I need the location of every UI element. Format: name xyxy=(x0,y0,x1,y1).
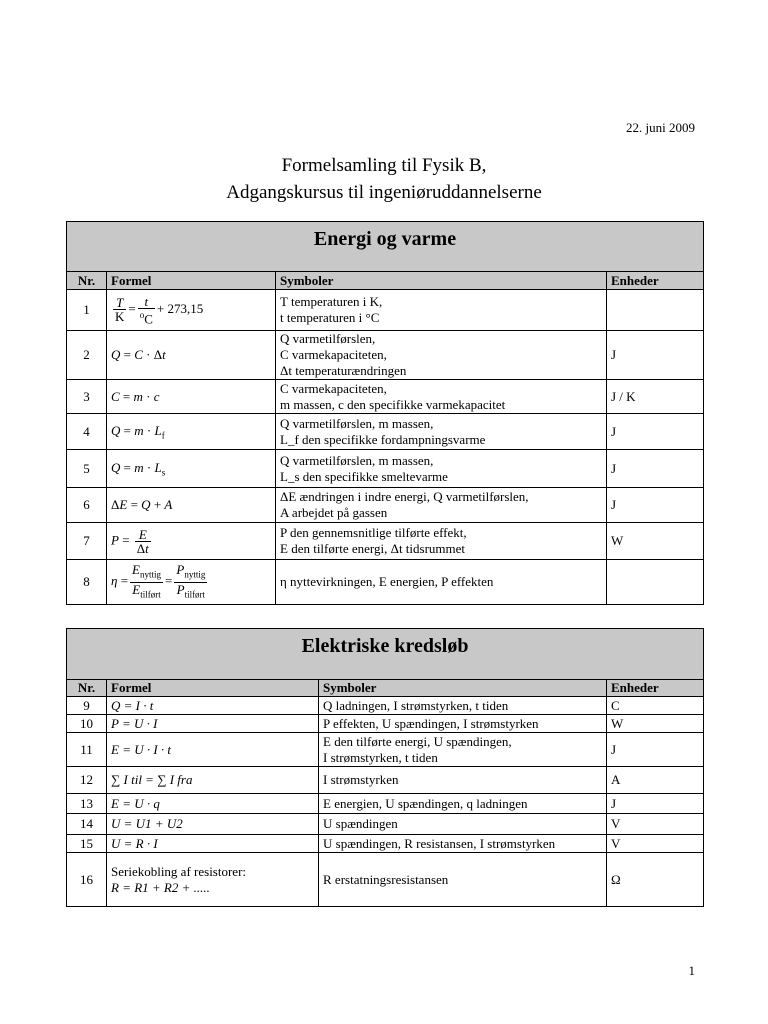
col-enheder: Enheder xyxy=(607,680,704,697)
formula: Q = C · Δt xyxy=(107,331,276,380)
formula: ΔE = Q + A xyxy=(107,488,276,523)
energy-heading: Energi og varme xyxy=(67,222,704,272)
unit: J xyxy=(607,331,704,380)
unit: W xyxy=(607,715,704,733)
symbols: T temperaturen i K, t temperaturen i °C xyxy=(276,290,607,331)
unit: J xyxy=(607,414,704,450)
formula: $\frac{T}{K}$ = $\frac{t}{^oC}$ + 273,15 xyxy=(107,290,276,331)
table-row xyxy=(67,794,704,814)
electric-heading: Elektriske kredsløb xyxy=(67,629,704,680)
formula: ∑ I til = ∑ I fra xyxy=(107,767,319,794)
symbols: P den gennemsnitlige tilførte effekt, E den tilførte energi, Δt tidsrummet xyxy=(276,523,607,560)
symbols: P effekten, U spændingen, I strømstyrken xyxy=(319,715,607,733)
formula: $Q = m \cdot L_s$ xyxy=(107,450,276,488)
unit xyxy=(607,290,704,331)
table-row xyxy=(67,560,704,605)
energy-table xyxy=(66,221,704,605)
table-row xyxy=(67,331,704,380)
table-row xyxy=(67,697,704,715)
table-row xyxy=(67,853,704,907)
electric-table xyxy=(66,628,704,907)
symbols: ΔE ændringen i indre energi, Q varmetilførslen, A arbejdet på gassen xyxy=(276,488,607,523)
page-number: 1 xyxy=(688,963,695,978)
row-nr: 14 xyxy=(67,814,107,835)
row-nr: 2 xyxy=(67,331,107,380)
unit: W xyxy=(607,523,704,560)
document-title xyxy=(0,152,768,206)
symbols: R erstatningsresistansen xyxy=(319,853,607,907)
title-line-2: Adgangskursus til ingeniøruddannelserne xyxy=(226,182,542,203)
table-row xyxy=(67,488,704,523)
col-symboler: Symboler xyxy=(276,272,607,290)
table-row xyxy=(67,715,704,733)
row-nr: 13 xyxy=(67,794,107,814)
table-row xyxy=(67,733,704,767)
row-nr: 15 xyxy=(67,835,107,853)
formula: U = R · I xyxy=(107,835,319,853)
formula: $Q = m \cdot L_f$ xyxy=(107,414,276,450)
formula: U = U1 + U2 xyxy=(107,814,319,835)
col-nr: Nr. xyxy=(67,680,107,697)
table-row xyxy=(67,380,704,414)
row-nr: 7 xyxy=(67,523,107,560)
unit: C xyxy=(607,697,704,715)
document-date: 22. juni 2009 xyxy=(626,120,695,135)
unit: V xyxy=(607,835,704,853)
table-row xyxy=(67,835,704,853)
row-nr: 1 xyxy=(67,290,107,331)
symbols: U spændingen, R resistansen, I strømstyrken xyxy=(319,835,607,853)
formula: η = $\frac{E_{nyttig}}{E_{tilført}}$ = $\frac{P_{nyttig}}{P_{tilført}}$ xyxy=(107,560,276,605)
unit xyxy=(607,560,704,605)
formula: E = U · I · t xyxy=(107,733,319,767)
row-nr: 16 xyxy=(67,853,107,907)
symbols: Q varmetilførslen, C varmekapaciteten, Δt temperaturændringen xyxy=(276,331,607,380)
symbols: η nyttevirkningen, E energien, P effekten xyxy=(276,560,607,605)
col-formel: Formel xyxy=(107,680,319,697)
row-nr: 9 xyxy=(67,697,107,715)
table-row xyxy=(67,523,704,560)
table-row xyxy=(67,767,704,794)
symbols: Q varmetilførslen, m massen, L_s den specifikke smeltevarme xyxy=(276,450,607,488)
unit: A xyxy=(607,767,704,794)
symbols: I strømstyrken xyxy=(319,767,607,794)
formula: C = m · c xyxy=(107,380,276,414)
row-nr: 11 xyxy=(67,733,107,767)
row-nr: 3 xyxy=(67,380,107,414)
formula: E = U · q xyxy=(107,794,319,814)
formula-label: Seriekobling af resistorer: xyxy=(111,863,247,879)
unit: J xyxy=(607,450,704,488)
row-nr: 10 xyxy=(67,715,107,733)
row-nr: 8 xyxy=(67,560,107,605)
row-nr: 6 xyxy=(67,488,107,523)
table-row xyxy=(67,290,704,331)
col-nr: Nr. xyxy=(67,272,107,290)
formula xyxy=(107,853,319,907)
formula: Q = I · t xyxy=(107,697,319,715)
unit: J xyxy=(607,488,704,523)
unit: J xyxy=(607,733,704,767)
unit: V xyxy=(607,814,704,835)
title-line-1: Formelsamling til Fysik B, xyxy=(281,155,487,176)
table-row xyxy=(67,450,704,488)
table-row xyxy=(67,814,704,835)
col-formel: Formel xyxy=(107,272,276,290)
formula: P = $\frac{E}{\Delta t}$ xyxy=(107,523,276,560)
symbols: C varmekapaciteten, m massen, c den specifikke varmekapacitet xyxy=(276,380,607,414)
symbols: U spændingen xyxy=(319,814,607,835)
symbols: Q varmetilførslen, m massen, L_f den specifikke fordampningsvarme xyxy=(276,414,607,450)
symbols: E energien, U spændingen, q ladningen xyxy=(319,794,607,814)
symbols: Q ladningen, I strømstyrken, t tiden xyxy=(319,697,607,715)
formula-text: R = R1 + R2 + ..... xyxy=(111,879,210,895)
col-symboler: Symboler xyxy=(319,680,607,697)
unit: J / K xyxy=(607,380,704,414)
unit: Ω xyxy=(607,853,704,907)
table-row xyxy=(67,414,704,450)
unit: J xyxy=(607,794,704,814)
row-nr: 4 xyxy=(67,414,107,450)
col-enheder: Enheder xyxy=(607,272,704,290)
row-nr: 5 xyxy=(67,450,107,488)
symbols: E den tilførte energi, U spændingen, I strømstyrken, t tiden xyxy=(319,733,607,767)
row-nr: 12 xyxy=(67,767,107,794)
formula: P = U · I xyxy=(107,715,319,733)
